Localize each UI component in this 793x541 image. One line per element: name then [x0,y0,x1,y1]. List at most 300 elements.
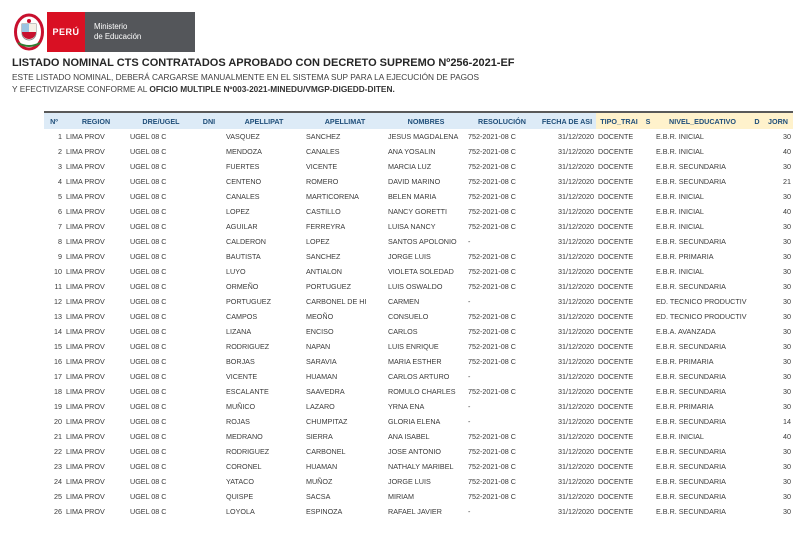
cell-tipo_tra: DOCENTE [596,444,642,459]
cell-nombres: RAFAEL JAVIER [386,504,466,519]
cell-s [642,129,654,144]
cell-apellimat: SANCHEZ [304,129,386,144]
cell-apellimat: CASTILLO [304,204,386,219]
cell-region: LIMA PROV [64,474,128,489]
cell-apellipat: CALDERON [224,234,304,249]
cell-tipo_tra: DOCENTE [596,249,642,264]
cell-apellimat: SACSA [304,489,386,504]
cell-region: LIMA PROV [64,399,128,414]
cell-num: 15 [44,339,64,354]
cell-fecha_asi: 31/12/2020 [538,204,596,219]
cell-num: 11 [44,279,64,294]
cell-jorn: 30 [763,249,793,264]
table-row [44,429,793,444]
cell-dre_ugel: UGEL 08 C [128,309,194,324]
cell-nombres: JOSE ANTONIO [386,444,466,459]
cell-apellimat: ESPINOZA [304,504,386,519]
coat-of-arms-graphic [14,13,44,51]
cell-nivel: E.B.R. SECUNDARIA [654,489,751,504]
column-header-nombres: NOMBRES [386,112,466,129]
cell-dre_ugel: UGEL 08 C [128,399,194,414]
cell-apellimat: SARAVIA [304,354,386,369]
cell-resolucion: - [466,369,538,384]
cell-apellipat: VICENTE [224,369,304,384]
cell-nombres: MARIA ESTHER [386,354,466,369]
cell-nivel: E.B.R. SECUNDARIA [654,474,751,489]
cell-apellimat: MARTICORENA [304,189,386,204]
cell-tipo_tra: DOCENTE [596,429,642,444]
cell-region: LIMA PROV [64,159,128,174]
cell-jorn: 30 [763,219,793,234]
cell-region: LIMA PROV [64,384,128,399]
document-subtitle-2 [12,84,395,94]
cell-d [751,309,763,324]
cell-resolucion: 752-2021-08 C [466,249,538,264]
cell-tipo_tra: DOCENTE [596,339,642,354]
cell-resolucion: 752-2021-08 C [466,354,538,369]
cell-fecha_asi: 31/12/2020 [538,339,596,354]
ministry-name-block [85,12,195,52]
cell-nombres: MARCIA LUZ [386,159,466,174]
cell-jorn: 30 [763,189,793,204]
table-row [44,414,793,429]
table-row [44,474,793,489]
cell-s [642,189,654,204]
cell-num: 22 [44,444,64,459]
cell-apellipat: ROJAS [224,414,304,429]
cell-resolucion: 752-2021-08 C [466,219,538,234]
cell-dni [194,339,224,354]
cell-dre_ugel: UGEL 08 C [128,174,194,189]
cell-apellipat: CANALES [224,189,304,204]
cell-jorn: 40 [763,144,793,159]
cell-tipo_tra: DOCENTE [596,324,642,339]
cell-region: LIMA PROV [64,129,128,144]
cell-dni [194,324,224,339]
cell-tipo_tra: DOCENTE [596,399,642,414]
cell-apellipat: LIZANA [224,324,304,339]
cell-nombres: JESUS MAGDALENA [386,129,466,144]
table-row [44,234,793,249]
cell-num: 19 [44,399,64,414]
cell-dre_ugel: UGEL 08 C [128,474,194,489]
cell-region: LIMA PROV [64,459,128,474]
cell-nombres: CARLOS [386,324,466,339]
cell-dre_ugel: UGEL 08 C [128,159,194,174]
cell-fecha_asi: 31/12/2020 [538,489,596,504]
cell-s [642,234,654,249]
cell-nombres: DAVID MARINO [386,174,466,189]
cell-s [642,384,654,399]
table-body [44,129,793,519]
cell-fecha_asi: 31/12/2020 [538,159,596,174]
cell-dni [194,459,224,474]
cell-nombres: SANTOS APOLONIO [386,234,466,249]
cell-resolucion: - [466,504,538,519]
cell-d [751,234,763,249]
table-row [44,189,793,204]
cell-s [642,489,654,504]
cell-d [751,294,763,309]
table-row [44,219,793,234]
cell-d [751,159,763,174]
cell-d [751,189,763,204]
cell-fecha_asi: 31/12/2020 [538,369,596,384]
cell-d [751,339,763,354]
cell-tipo_tra: DOCENTE [596,129,642,144]
cell-apellipat: MENDOZA [224,144,304,159]
cell-region: LIMA PROV [64,309,128,324]
column-header-region: REGION [64,112,128,129]
cell-fecha_asi: 31/12/2020 [538,459,596,474]
cell-d [751,144,763,159]
cell-dni [194,204,224,219]
cell-tipo_tra: DOCENTE [596,279,642,294]
cell-jorn: 30 [763,384,793,399]
cell-s [642,399,654,414]
cell-apellimat: HUAMAN [304,459,386,474]
table-row [44,339,793,354]
cell-resolucion: 752-2021-08 C [466,489,538,504]
column-header-fecha_asi: FECHA DE ASI [538,112,596,129]
cell-num: 14 [44,324,64,339]
cell-d [751,459,763,474]
cell-apellipat: FUERTES [224,159,304,174]
cell-dni [194,444,224,459]
cell-region: LIMA PROV [64,369,128,384]
cell-dni [194,474,224,489]
cell-dni [194,129,224,144]
cell-d [751,399,763,414]
cell-d [751,324,763,339]
cell-region: LIMA PROV [64,504,128,519]
cell-apellimat: LOPEZ [304,234,386,249]
table-row [44,294,793,309]
cell-s [642,174,654,189]
cell-apellipat: CENTENO [224,174,304,189]
cell-nivel: E.B.R. INICIAL [654,429,751,444]
table-header-row [44,112,793,129]
cell-tipo_tra: DOCENTE [596,159,642,174]
cell-tipo_tra: DOCENTE [596,309,642,324]
cell-dre_ugel: UGEL 08 C [128,249,194,264]
cell-tipo_tra: DOCENTE [596,459,642,474]
cell-jorn: 30 [763,294,793,309]
cell-dre_ugel: UGEL 08 C [128,384,194,399]
cell-tipo_tra: DOCENTE [596,204,642,219]
cell-d [751,264,763,279]
cell-apellimat: SAAVEDRA [304,384,386,399]
cell-s [642,504,654,519]
cell-s [642,204,654,219]
cell-num: 17 [44,369,64,384]
cell-region: LIMA PROV [64,324,128,339]
nominal-list-sheet [44,111,791,519]
cell-s [642,219,654,234]
cell-nombres: NANCY GORETTI [386,204,466,219]
cell-apellimat: SIERRA [304,429,386,444]
cell-region: LIMA PROV [64,414,128,429]
cell-apellipat: YATACO [224,474,304,489]
cell-fecha_asi: 31/12/2020 [538,474,596,489]
document-subtitle-1: ESTE LISTADO NOMINAL, DEBERÁ CARGARSE MANUALMENTE EN EL SISTEMA SUP PARA LA EJECUCIÓN DE PAGOS [12,72,480,82]
cell-fecha_asi: 31/12/2020 [538,384,596,399]
cell-d [751,414,763,429]
cell-num: 5 [44,189,64,204]
cell-dni [194,159,224,174]
column-header-s: S [642,112,654,129]
column-header-tipo_tra: TIPO_TRAI [596,112,642,129]
cell-apellipat: LOYOLA [224,504,304,519]
peru-label: PERÚ [52,27,80,37]
cell-nivel: E.B.R. SECUNDARIA [654,339,751,354]
cell-s [642,249,654,264]
table-row [44,279,793,294]
cell-apellimat: PORTUGUEZ [304,279,386,294]
cell-resolucion: - [466,234,538,249]
cell-apellipat: VASQUEZ [224,129,304,144]
table-row [44,459,793,474]
cell-s [642,159,654,174]
table-row [44,444,793,459]
cell-nivel: E.B.R. PRIMARIA [654,249,751,264]
cell-d [751,174,763,189]
cell-tipo_tra: DOCENTE [596,174,642,189]
cell-resolucion: - [466,294,538,309]
cell-jorn: 30 [763,354,793,369]
cell-apellimat: CARBONEL [304,444,386,459]
cell-apellimat: MEOÑO [304,309,386,324]
cell-jorn: 30 [763,399,793,414]
cell-tipo_tra: DOCENTE [596,219,642,234]
cell-nombres: GLORIA ELENA [386,414,466,429]
cell-dni [194,429,224,444]
cell-dre_ugel: UGEL 08 C [128,354,194,369]
cell-num: 24 [44,474,64,489]
cell-nivel: E.B.R. SECUNDARIA [654,384,751,399]
cell-apellipat: LOPEZ [224,204,304,219]
cell-apellipat: LUYO [224,264,304,279]
cell-tipo_tra: DOCENTE [596,264,642,279]
cell-num: 9 [44,249,64,264]
cell-resolucion: 752-2021-08 C [466,279,538,294]
cell-dni [194,354,224,369]
cell-fecha_asi: 31/12/2020 [538,264,596,279]
cell-s [642,309,654,324]
cell-nivel: E.B.R. SECUNDARIA [654,279,751,294]
column-header-apellipat: APELLIPAT [224,112,304,129]
cell-nivel: E.B.R. SECUNDARIA [654,504,751,519]
cell-num: 25 [44,489,64,504]
cell-apellipat: PORTUGUEZ [224,294,304,309]
cell-jorn: 30 [763,504,793,519]
cell-fecha_asi: 31/12/2020 [538,129,596,144]
cell-region: LIMA PROV [64,429,128,444]
cell-resolucion: 752-2021-08 C [466,174,538,189]
cell-d [751,249,763,264]
cell-dre_ugel: UGEL 08 C [128,444,194,459]
cell-resolucion: 752-2021-08 C [466,144,538,159]
cell-nivel: E.B.R. INICIAL [654,129,751,144]
cell-jorn: 30 [763,474,793,489]
cell-resolucion: 752-2021-08 C [466,339,538,354]
cell-nombres: LUISA NANCY [386,219,466,234]
cell-apellimat: ROMERO [304,174,386,189]
cell-resolucion: - [466,399,538,414]
subtitle-2-prefix: Y EFECTIVIZARSE CONFORME AL [12,84,150,94]
cell-resolucion: 752-2021-08 C [466,384,538,399]
cell-fecha_asi: 31/12/2020 [538,174,596,189]
cell-fecha_asi: 31/12/2020 [538,429,596,444]
cell-region: LIMA PROV [64,339,128,354]
column-header-num: Nº [44,112,64,129]
cell-nivel: E.B.R. INICIAL [654,144,751,159]
cell-nivel: E.B.R. SECUNDARIA [654,159,751,174]
cell-num: 6 [44,204,64,219]
cell-nombres: VIOLETA SOLEDAD [386,264,466,279]
cell-fecha_asi: 31/12/2020 [538,294,596,309]
cell-tipo_tra: DOCENTE [596,504,642,519]
cell-jorn: 30 [763,339,793,354]
cell-resolucion: 752-2021-08 C [466,204,538,219]
cell-apellimat: LAZARO [304,399,386,414]
cell-jorn: 30 [763,264,793,279]
document-title: LISTADO NOMINAL CTS CONTRATADOS APROBADO CON DECRETO SUPREMO Nº256-2021-EF [12,57,515,69]
cell-tipo_tra: DOCENTE [596,384,642,399]
cell-dre_ugel: UGEL 08 C [128,204,194,219]
peru-coat-of-arms-icon [12,12,46,52]
cell-fecha_asi: 31/12/2020 [538,444,596,459]
cell-dni [194,384,224,399]
cell-nivel: E.B.R. PRIMARIA [654,354,751,369]
column-header-apellimat: APELLIMAT [304,112,386,129]
cell-region: LIMA PROV [64,279,128,294]
cell-d [751,354,763,369]
cell-dni [194,249,224,264]
cell-apellimat: HUAMAN [304,369,386,384]
cell-apellimat: MUÑOZ [304,474,386,489]
cell-nombres: CARMEN [386,294,466,309]
cell-fecha_asi: 31/12/2020 [538,309,596,324]
cell-jorn: 30 [763,279,793,294]
column-header-d: D [751,112,763,129]
cell-region: LIMA PROV [64,444,128,459]
cell-nivel: E.B.R. INICIAL [654,189,751,204]
cell-region: LIMA PROV [64,189,128,204]
cell-s [642,429,654,444]
cell-d [751,204,763,219]
cell-jorn: 30 [763,129,793,144]
cell-resolucion: 752-2021-08 C [466,474,538,489]
cell-nombres: BELEN MARIA [386,189,466,204]
cell-fecha_asi: 31/12/2020 [538,504,596,519]
cell-apellipat: BORJAS [224,354,304,369]
cell-num: 23 [44,459,64,474]
cell-fecha_asi: 31/12/2020 [538,249,596,264]
cell-resolucion: 752-2021-08 C [466,324,538,339]
cell-nombres: NATHALY MARIBEL [386,459,466,474]
cell-fecha_asi: 31/12/2020 [538,234,596,249]
cell-jorn: 30 [763,234,793,249]
cell-num: 13 [44,309,64,324]
cell-apellimat: SANCHEZ [304,249,386,264]
cell-tipo_tra: DOCENTE [596,414,642,429]
cell-jorn: 40 [763,429,793,444]
cell-s [642,144,654,159]
cell-apellipat: ESCALANTE [224,384,304,399]
cell-jorn: 30 [763,159,793,174]
cell-d [751,384,763,399]
cell-resolucion: 752-2021-08 C [466,459,538,474]
cell-dni [194,309,224,324]
cell-apellimat: FERREYRA [304,219,386,234]
table-row [44,384,793,399]
cell-resolucion: 752-2021-08 C [466,129,538,144]
cell-nombres: ANA ISABEL [386,429,466,444]
table-row [44,204,793,219]
cell-tipo_tra: DOCENTE [596,489,642,504]
cell-num: 18 [44,384,64,399]
cell-nombres: LUIS ENRIQUE [386,339,466,354]
cell-num: 3 [44,159,64,174]
table-row [44,489,793,504]
table-row [44,354,793,369]
cell-tipo_tra: DOCENTE [596,234,642,249]
cell-dre_ugel: UGEL 08 C [128,294,194,309]
cell-resolucion: 752-2021-08 C [466,264,538,279]
cell-fecha_asi: 31/12/2020 [538,189,596,204]
cell-apellipat: AGUILAR [224,219,304,234]
cell-dni [194,144,224,159]
cell-d [751,444,763,459]
cell-jorn: 14 [763,414,793,429]
cell-nombres: ANA YOSALIN [386,144,466,159]
cell-dre_ugel: UGEL 08 C [128,459,194,474]
cell-d [751,369,763,384]
cell-dni [194,489,224,504]
cell-jorn: 30 [763,369,793,384]
cell-dre_ugel: UGEL 08 C [128,234,194,249]
cell-region: LIMA PROV [64,234,128,249]
cell-apellipat: RODRIGUEZ [224,339,304,354]
nominal-list-table [44,111,793,519]
cell-num: 1 [44,129,64,144]
cell-fecha_asi: 31/12/2020 [538,414,596,429]
cell-jorn: 30 [763,459,793,474]
cell-dni [194,369,224,384]
cell-apellimat: NAPAN [304,339,386,354]
cell-d [751,429,763,444]
cell-apellipat: MEDRANO [224,429,304,444]
cell-nivel: E.B.R. INICIAL [654,219,751,234]
cell-nivel: E.B.R. SECUNDARIA [654,234,751,249]
cell-region: LIMA PROV [64,219,128,234]
cell-dni [194,174,224,189]
cell-fecha_asi: 31/12/2020 [538,324,596,339]
cell-region: LIMA PROV [64,354,128,369]
cell-apellimat: ENCISO [304,324,386,339]
cell-jorn: 40 [763,204,793,219]
cell-region: LIMA PROV [64,264,128,279]
cell-nivel: E.B.R. INICIAL [654,264,751,279]
cell-apellipat: ORMEÑO [224,279,304,294]
cell-num: 7 [44,219,64,234]
cell-fecha_asi: 31/12/2020 [538,144,596,159]
cell-d [751,504,763,519]
cell-num: 21 [44,429,64,444]
column-header-dre_ugel: DRE/UGEL [128,112,194,129]
column-header-nivel: NIVEL_EDUCATIVO [654,112,751,129]
